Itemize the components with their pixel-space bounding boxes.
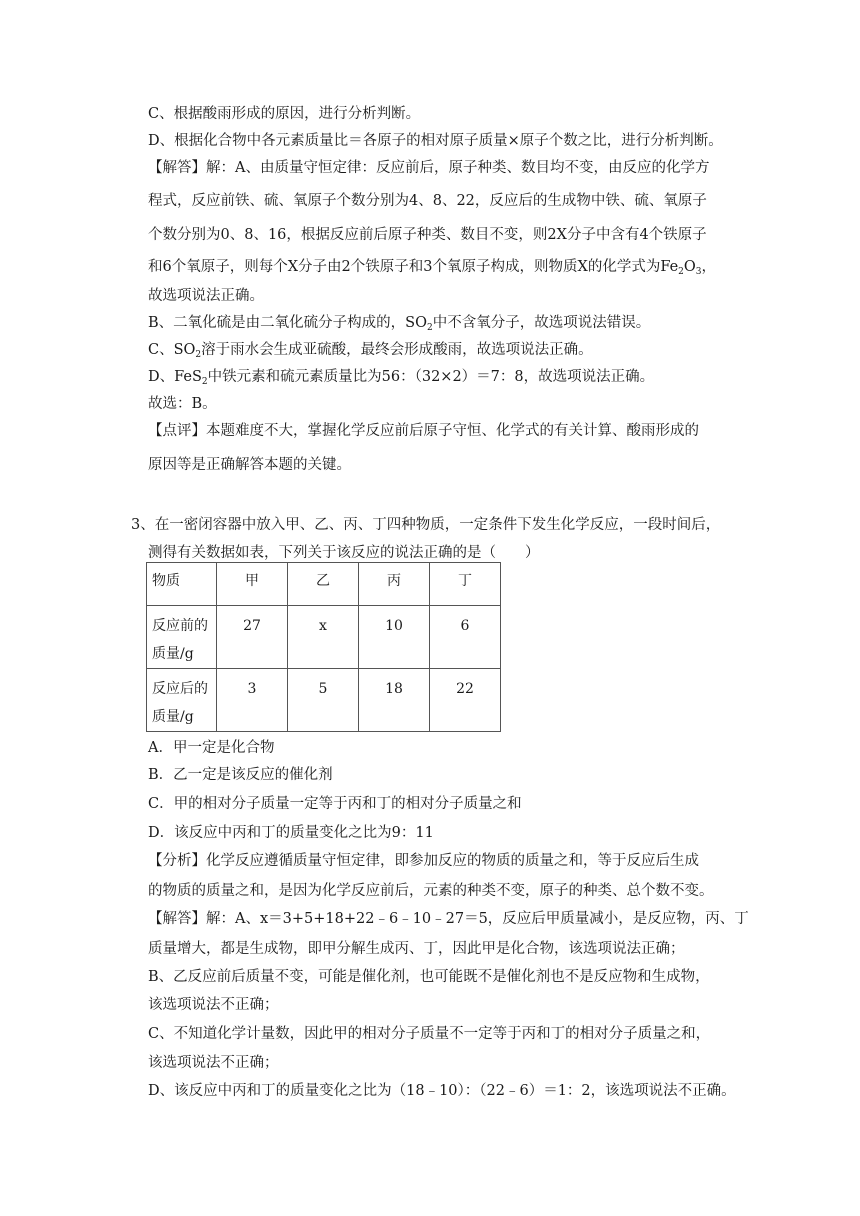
prev-answer-b <box>148 313 650 333</box>
answer-tag: 【解答】 <box>148 160 206 176</box>
table-cell: 22 <box>430 669 501 732</box>
prev-comment-line-2: 原因等是正确解答本题的关键。 <box>148 457 351 473</box>
row-label <box>147 606 217 669</box>
subscript: 2 <box>195 350 202 360</box>
question-3-stem-line-2: 测得有关数据如表，下列关于该反应的说法正确的是（ ） <box>148 545 540 561</box>
option-a: A．甲一定是化合物 <box>148 740 275 756</box>
answer-text: B、二氧化硫是由二氧化硫分子构成的，SO <box>148 315 427 331</box>
subscript: 2 <box>201 377 208 387</box>
question-3-stem-line-1: 3、在一密闭容器中放入甲、乙、丙、丁四种物质，一定条件下发生化学反应，一段时间后， <box>131 517 721 533</box>
data-table <box>146 562 501 732</box>
table-cell: 5 <box>288 669 359 732</box>
prev-answer-d <box>148 367 654 387</box>
answer-text: C、SO <box>148 342 196 358</box>
comment-text: 本题难度不大，掌握化学反应前后原子守恒、化学式的有关计算、酸雨形成的 <box>206 423 699 439</box>
prev-analysis-c: C、根据酸雨形成的原因，进行分析判断。 <box>148 106 421 122</box>
table-header-cell: 丁 <box>430 563 501 606</box>
answer-line-3: B、乙反应前后质量不变，可能是催化剂，也可能既不是催化剂也不是反应物和生成物， <box>148 969 710 985</box>
table-cell: 10 <box>359 606 430 669</box>
prev-answer-choice: 故选：B。 <box>148 396 217 412</box>
answer-text: 溶于雨水会生成亚硫酸，最终会形成酸雨，故选项说法正确。 <box>201 342 593 358</box>
table-header-cell: 甲 <box>217 563 288 606</box>
table-header-cell: 乙 <box>288 563 359 606</box>
analysis-line-2: 的物质的质量之和，是因为化学反应前后，元素的种类不变，原子的种类、总个数不变。 <box>148 883 714 899</box>
answer-text: 解：A、x＝3+5+18+22﹣6﹣10﹣27＝5，反应后甲质量减小，是反应物，丙、丁 <box>206 911 749 927</box>
table-header-cell: 丙 <box>359 563 430 606</box>
table-row <box>147 606 501 669</box>
prev-answer-line-5: 故选项说法正确。 <box>148 288 264 304</box>
analysis-text: 化学反应遵循质量守恒定律，即参加反应的物质的质量之和，等于反应后生成 <box>206 853 699 869</box>
answer-text: ， <box>701 259 717 275</box>
answer-tag: 【解答】 <box>148 911 206 927</box>
row-label-line: 反应前的 <box>152 618 208 634</box>
table-cell: 6 <box>430 606 501 669</box>
table-cell: 18 <box>359 669 430 732</box>
prev-answer-line-3: 个数分别为0、8、16，根据反应前后原子种类、数目不变，则2X分子中含有4个铁原子 <box>148 227 707 243</box>
analysis-line-1 <box>148 851 699 871</box>
row-label-line: 质量/g <box>152 646 194 662</box>
prev-analysis-d: D、根据化合物中各元素质量比＝各原子的相对原子质量×原子个数之比，进行分析判断。 <box>148 133 723 149</box>
prev-answer-line-2: 程式，反应前铁、硫、氧原子个数分别为4、8、22，反应后的生成物中铁、硫、氧原子 <box>148 193 707 209</box>
analysis-tag: 【分析】 <box>148 853 206 869</box>
prev-answer-c <box>148 340 593 360</box>
answer-text: D、FeS <box>148 369 202 385</box>
table-row <box>147 669 501 732</box>
answer-line-2: 质量增大，都是生成物，即甲分解生成丙、丁，因此甲是化合物，该选项说法正确； <box>148 941 685 957</box>
row-label-line: 质量/g <box>152 709 194 725</box>
comment-tag: 【点评】 <box>148 423 206 439</box>
answer-text: 和6个氧原子，则每个X分子由2个铁原子和3个氧原子构成，则物质X的化学式为Fe <box>148 259 679 275</box>
subscript: 2 <box>678 267 684 277</box>
answer-line-6: 该选项说法不正确； <box>148 1055 279 1071</box>
subscript: 2 <box>426 323 433 333</box>
table-header-row <box>147 563 501 606</box>
answer-text: 中铁元素和硫元素质量比为56：（32×2）＝7：8，故选项说法正确。 <box>207 369 655 385</box>
option-c: C．甲的相对分子质量一定等于丙和丁的相对分子质量之和 <box>148 796 522 812</box>
row-label <box>147 669 217 732</box>
answer-line-5: C、不知道化学计量数，因此甲的相对分子质量不一定等于丙和丁的相对分子质量之和， <box>148 1026 711 1042</box>
table-header-cell: 物质 <box>147 563 217 606</box>
table-cell: 3 <box>217 669 288 732</box>
table-cell: x <box>288 606 359 669</box>
table-cell: 27 <box>217 606 288 669</box>
row-label-line: 反应后的 <box>152 681 208 697</box>
answer-text: O <box>683 259 696 275</box>
option-d: D．该反应中丙和丁的质量变化之比为9：11 <box>148 825 434 841</box>
answer-line-1 <box>148 909 749 929</box>
answer-text: 解：A、由质量守恒定律：反应前后，原子种类、数目均不变，由反应的化学方 <box>206 160 710 176</box>
answer-text: 中不含氧分子，故选项说法错误。 <box>432 315 651 331</box>
prev-answer-line-1 <box>148 158 709 178</box>
subscript: 3 <box>695 267 702 277</box>
prev-comment-line-1 <box>148 421 699 441</box>
answer-line-7: D、该反应中丙和丁的质量变化之比为（18﹣10）：（22﹣6）＝1：2，该选项说法不正确。 <box>148 1083 736 1099</box>
option-b: B．乙一定是该反应的催化剂 <box>148 767 333 783</box>
answer-line-4: 该选项说法不正确； <box>148 997 279 1013</box>
prev-answer-line-4 <box>148 257 716 277</box>
